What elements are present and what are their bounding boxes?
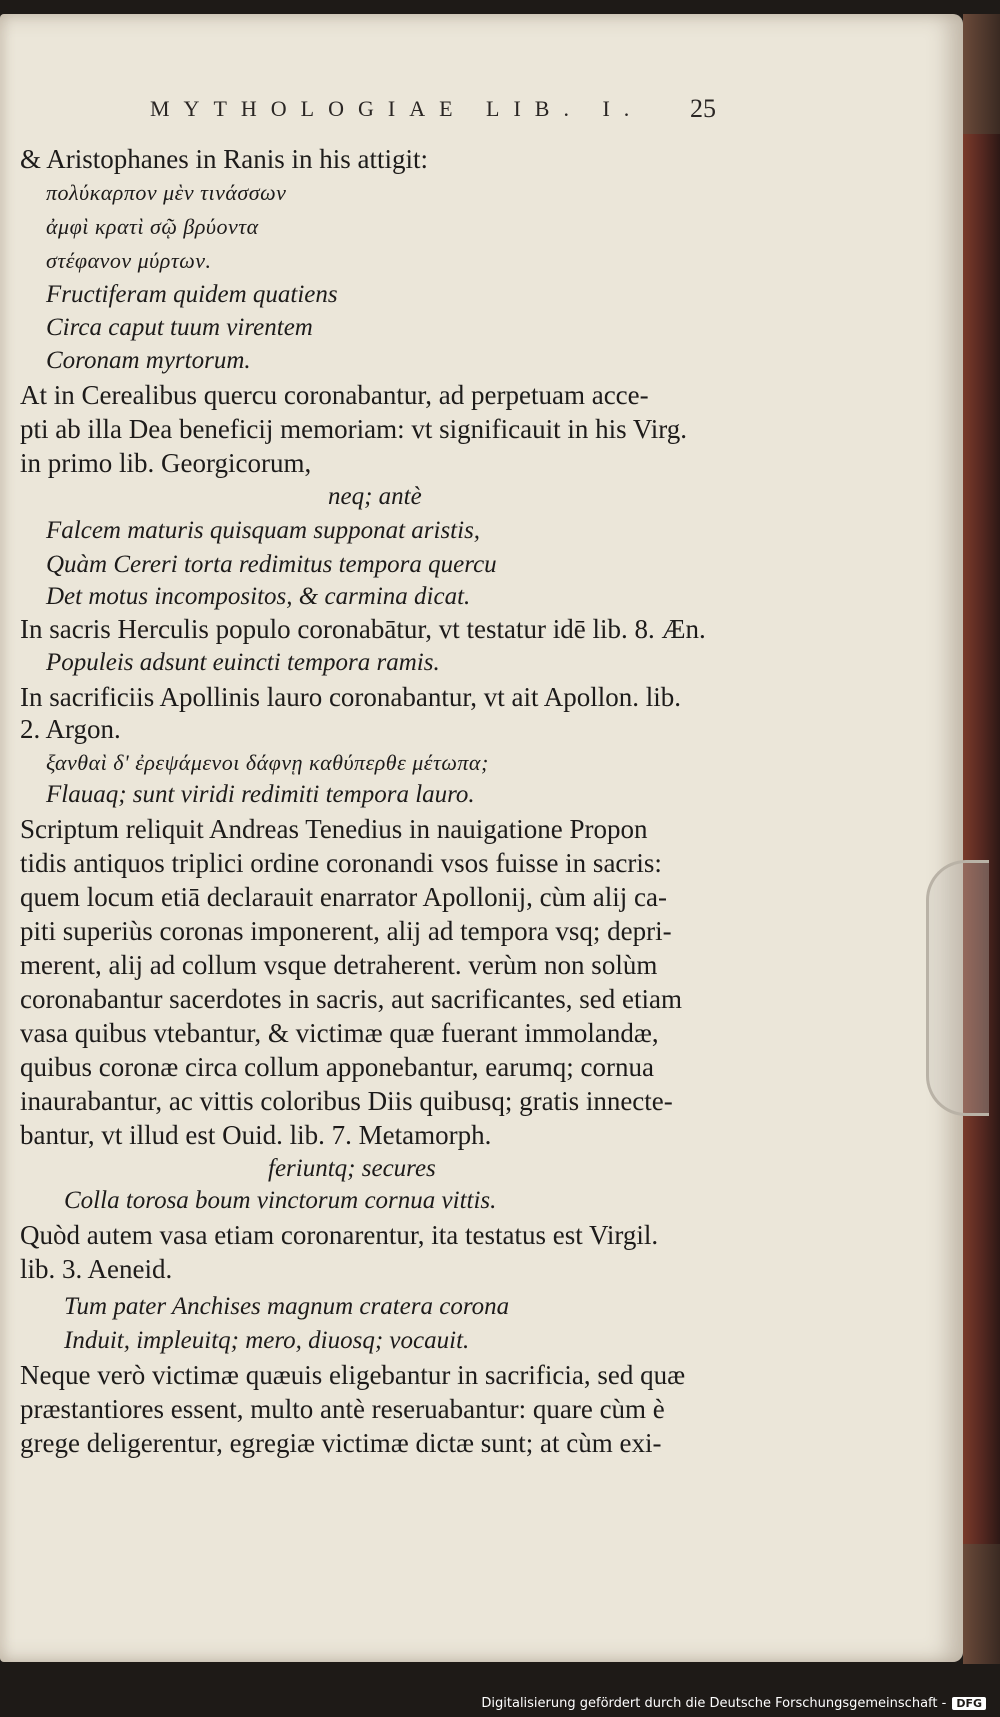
text-line: Neque verò victimæ quæuis eligebantur in sacrificia, sed quæ (20, 1360, 686, 1390)
running-title: MYTHOLOGIAE LIB. I. (150, 96, 644, 121)
text-line: bantur, vt illud est Ouid. lib. 7. Metamorph. (20, 1120, 492, 1150)
text-line: Scriptum reliquit Andreas Tenedius in nauigatione Propon (20, 814, 648, 844)
text-line: In sacris Herculis populo coronabātur, vt testatur idē lib. 8. Æn. (20, 614, 706, 644)
text-line: vasa quibus vtebantur, & victimæ quæ fuerant immolandæ, (20, 1018, 659, 1048)
greek-verse-line: ἀμφὶ κρατὶ σῷ βρύοντα (46, 214, 259, 239)
text-line: piti superiùs coronas imponerent, alij ad tempora vsq; depri- (20, 916, 672, 946)
text-line: quem locum etiā declarauit enarrator Apollonij, cùm alij ca- (20, 882, 667, 912)
digitization-credit (481, 1696, 986, 1711)
text-line: tidis antiquos triplici ordine coronandi vsos fuisse in sacris: (20, 848, 662, 878)
verse-line: Fructiferam quidem quatiens (46, 281, 338, 308)
text-line: coronabantur sacerdotes in sacris, aut sacrificantes, sed etiam (20, 984, 682, 1014)
text-line: At in Cerealibus quercu coronabantur, ad perpetuam acce- (20, 380, 649, 410)
dfg-logo: DFG (952, 1697, 986, 1710)
page-clip (926, 860, 989, 1116)
greek-verse-line: στέφανον μύρτων. (46, 248, 212, 273)
text-line: inaurabantur, ac vittis coloribus Diis quibusq; gratis innecte- (20, 1086, 673, 1116)
verse-line: Circa caput tuum virentem (46, 314, 313, 341)
verse-line: Coronam myrtorum. (46, 347, 251, 374)
text-line: præstantiores essent, multo antè reseruabantur: quare cùm è (20, 1394, 665, 1424)
book-spine (963, 14, 1000, 1664)
verse-line: Flauaq; sunt viridi redimiti tempora lauro. (46, 781, 475, 808)
greek-verse-line: πολύκαρπον μὲν τινάσσων (46, 180, 287, 205)
page-number: 25 (690, 94, 716, 123)
greek-verse-line: ξανθαὶ δ' ἐρεψάμενοι δάφνῃ καθύπερθε μέτωπα; (46, 750, 489, 775)
credit-text: Digitalisierung gefördert durch die Deutsche Forschungsgemeinschaft - (481, 1696, 947, 1711)
verse-line: Populeis adsunt euincti tempora ramis. (46, 649, 440, 676)
text-line: merent, alij ad collum vsque detraherent. verùm non solùm (20, 950, 658, 980)
verse-line: neq; antè (328, 483, 422, 510)
text-line: in primo lib. Georgicorum, (20, 448, 312, 478)
text-line: quibus coronæ circa collum apponebantur, earumq; cornua (20, 1052, 654, 1082)
text-line: pti ab illa Dea beneficij memoriam: vt significauit in his Virg. (20, 414, 687, 444)
text-line: lib. 3. Aeneid. (20, 1254, 173, 1284)
verse-line: Quàm Cereri torta redimitus tempora quercu (46, 551, 497, 578)
verse-line: Colla torosa boum vinctorum cornua vittis. (64, 1187, 497, 1214)
text-line: Quòd autem vasa etiam coronarentur, ita testatus est Virgil. (20, 1220, 659, 1250)
text-line: grege deligerentur, egregiæ victimæ dictæ sunt; at cùm exi- (20, 1428, 662, 1458)
verse-line: feriuntq; secures (268, 1155, 436, 1182)
verse-line: Induit, impleuitq; mero, diuosq; vocauit. (64, 1327, 470, 1354)
book-page (0, 14, 963, 1662)
text-line: 2. Argon. (20, 714, 121, 744)
text-line: In sacrificiis Apollinis lauro coronabantur, vt ait Apollon. lib. (20, 682, 682, 712)
spine-band (963, 1544, 1000, 1664)
main-text (0, 14, 963, 1662)
verse-line: Det motus incompositos, & carmina dicat. (46, 583, 471, 610)
text-line: & Aristophanes in Ranis in his attigit: (20, 144, 428, 174)
verse-line: Falcem maturis quisquam supponat aristis, (46, 517, 481, 544)
spine-band (963, 14, 1000, 134)
verse-line: Tum pater Anchises magnum cratera corona (64, 1293, 510, 1320)
